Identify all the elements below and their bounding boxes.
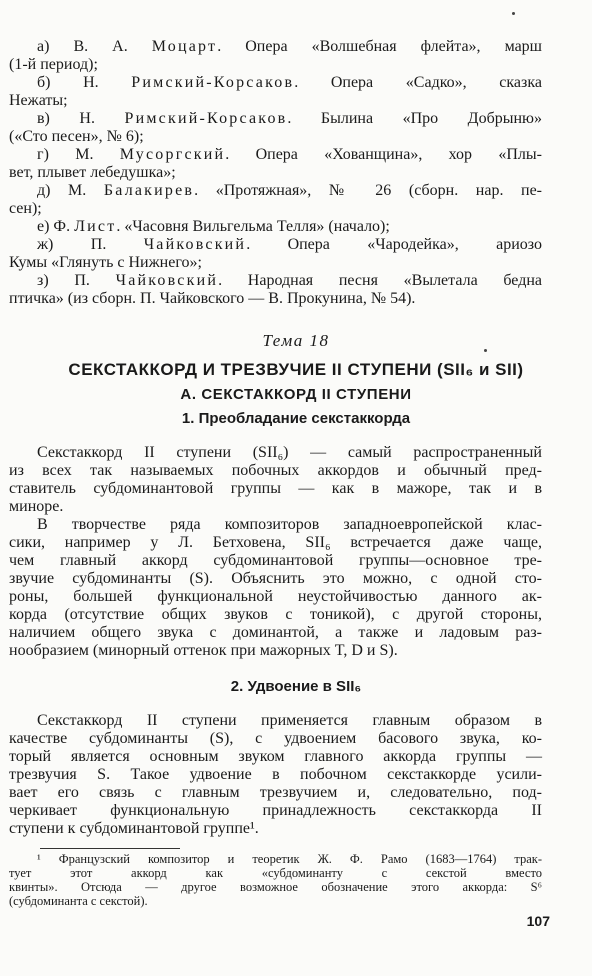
section-heading: А. СЕКСТАККОРД II СТУПЕНИ [180, 386, 412, 403]
example-line: д) М. Балакирев. «Протяжная», № 26 (сборн. нар. пе- [37, 182, 543, 199]
page-number: 107 [526, 913, 550, 929]
subsection-heading: 1. Преобладание секстаккорда [181, 410, 411, 427]
example-line: б) Н. Римский-Корсаков. Опера «Садко», сказка [37, 74, 542, 91]
example-line: Нежаты; [9, 92, 68, 109]
footnote-line: ¹ Французский композитор и теоретик Ж. Ф. Рамо (1683—1764) трак- [37, 852, 542, 866]
text-line: Секстаккорд II ступени применяется главным образом в [37, 712, 542, 729]
subsection-heading: 2. Удвоение в SII₆ [230, 678, 362, 695]
text-line: звучие субдоминанты (S). Объяснить это можно, с одной сто- [9, 570, 542, 587]
footnote-divider [40, 848, 180, 849]
example-line: вет, плывет лебедушка»; [9, 164, 176, 181]
text-line: сики, например у Л. Бетховена, SII₆ встречается даже чаще, [9, 534, 542, 551]
text-line: вает его связь с главным трезвучием и, следовательно, под- [9, 784, 542, 801]
example-line: Кумы «Глянуть с Нижнего»; [9, 254, 202, 271]
example-line: (1-й период); [9, 56, 98, 73]
text-line: роны, большей функциональной неустойчивостью данного ак- [9, 588, 542, 605]
text-line: В творчестве ряда композиторов западноевропейской клас- [37, 516, 542, 533]
text-line: торый является основным звуком главного аккорда группы — [9, 748, 542, 765]
example-line: а) В. А. Моцарт. Опера «Волшебная флейта», марш [37, 38, 543, 55]
example-line: птичка» (из сборн. П. Чайковского — В. Прокунина, № 54). [9, 290, 416, 307]
example-line: в) Н. Римский-Корсаков. Былина «Про Добрыню» [37, 110, 543, 127]
footnote-line: тует этот аккорд как «субдоминанту с секстой вместо [9, 866, 542, 880]
print-speck [512, 12, 515, 15]
text-line: из всех так называемых побочных аккордов и обычный пред- [9, 462, 542, 479]
text-line: наличием общего звука с доминантой, а также и ладовым раз- [9, 624, 542, 641]
example-line: г) М. Мусоргский. Опера «Хованщина», хор «Плы- [37, 146, 542, 163]
text-line: трезвучия S. Такое удвоение в побочном секстаккорде усили- [9, 766, 542, 783]
example-line: е) Ф. Лист. «Часовня Вильгельма Телля» (начало); [37, 218, 390, 235]
example-line: ж) П. Чайковский. Опера «Чародейка», ариозо [37, 236, 543, 253]
text-line: Секстаккорд II ступени (SII₆) — самый распространенный [37, 444, 542, 461]
main-heading: СЕКСТАККОРД И ТРЕЗВУЧИЕ II СТУПЕНИ (SII₆ и SII) [68, 360, 524, 379]
text-line: качестве субдоминанты (S), с удвоением басового звука, ко- [9, 730, 542, 747]
example-line: («Сто песен», № 6); [9, 128, 144, 145]
footnote-line: (субдоминанта с секстой). [9, 894, 148, 908]
text-line: ступени к субдоминантовой группе¹. [9, 820, 259, 837]
theme-label: Тема 18 [262, 331, 330, 350]
text-line: чем главный аккорд субдоминантовой группы—основное тре- [9, 552, 542, 569]
example-line: сен); [9, 200, 42, 217]
text-line: ставитель субдоминантовой группы — как в мажоре, так и в [9, 480, 542, 497]
text-line: миноре. [9, 498, 64, 515]
footnote-line: квинты». Отсюда — другое возможное обозначение этого аккорда: S⁶ [9, 880, 542, 894]
example-line: з) П. Чайковский. Народная песня «Вылетала бедна [37, 272, 542, 289]
text-line: нообразием (минорный оттенок при мажорных T, D и S). [9, 642, 398, 659]
text-line: корда (отсутствие общих звуков с тоникой), с другой стороны, [9, 606, 542, 623]
text-line: черкивает функциональную принадлежность секстаккорда II [9, 802, 542, 819]
